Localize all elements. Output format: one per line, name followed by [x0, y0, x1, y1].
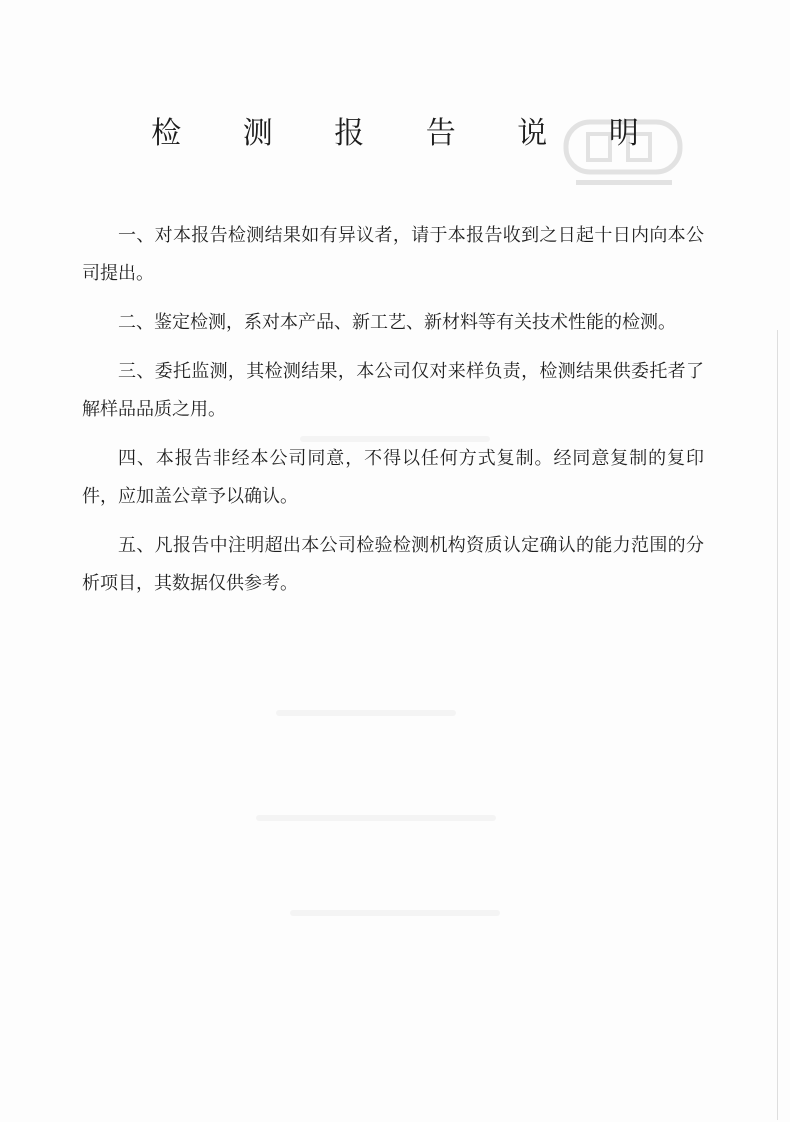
- page-title: 检 测 报 告 说 明: [151, 116, 665, 151]
- note-paragraph-3: 三、委托监测，其检测结果，本公司仅对来样负责，检测结果供委托者了解样品品质之用。: [82, 361, 704, 420]
- note-paragraph-5: 五、凡报告中注明超出本公司检验检测机构资质认定确认的能力范围的分析项目，其数据仅供参考。: [82, 535, 704, 594]
- bleed-through-line: [276, 710, 456, 716]
- bleed-through-line: [290, 910, 500, 916]
- note-paragraph-1: 一、对本报告检测结果如有异议者，请于本报告收到之日起十日内向本公司提出。: [82, 225, 704, 284]
- report-notes: [82, 217, 704, 614]
- note-paragraph-4: 四、本报告非经本公司同意，不得以任何方式复制。经同意复制的复印件，应加盖公章予以确认。: [82, 448, 704, 507]
- bleed-through-line: [256, 815, 496, 821]
- scan-edge-line: [777, 330, 778, 1120]
- note-paragraph-2: 二、鉴定检测，系对本产品、新工艺、新材料等有关技术性能的检测。: [118, 312, 676, 333]
